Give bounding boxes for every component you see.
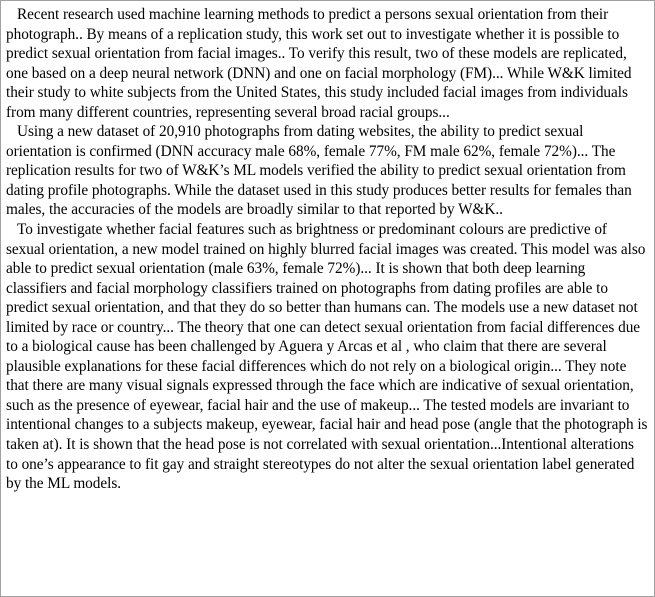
paragraph-3: To investigate whether facial features such as brightness or predominant colours are predictive of sexual orientation, a new model trained on highly blurred facial images was created. This model was also able to predict sexual orientation (male 63%, female 72%)... It is shown that both deep learning classifiers and facial morphology classifiers trained on photographs from dating profiles are able to predict sexual orientation, and that they do so better than humans can. The models use a new dataset not limited by race or country... The theory that one can detect sexual orientation from facial differences due to a biological cause has been challenged by Aguera y Arcas et al , who claim that there are several plausible explanations for these facial differences which do not rely on a biological origin... They note that there are many visual signals expressed through the face which are indicative of sexual orientation, such as the presence of eyewear, facial hair and the use of makeup... The tested models are invariant to intentional changes to a subjects makeup, eyewear, facial hair and head pose (angle that the photograph is taken at). It is shown that the head pose is not correlated with sexual orientation...Intentional alterations to one’s appearance to fit gay and straight stereotypes do not alter the sexual orientation label generated by the ML models. xyxy=(6,221,648,493)
document-text xyxy=(6,5,649,494)
paragraph-1: Recent research used machine learning methods to predict a persons sexual orientation from their photograph.. By means of a replication study, this work set out to investigate whether it is possible to predict sexual orientation from facial images.. To verify this result, two of these models are replicated, one based on a deep neural network (DNN) and one on facial morphology (FM)... While W&K limited their study to white subjects from the United States, this study included facial images from individuals from many different countries, representing several broad racial groups... xyxy=(6,6,632,121)
paragraph-2: Using a new dataset of 20,910 photographs from dating websites, the ability to predict sexual orientation is confirmed (DNN accuracy male 68%, female 77%, FM male 62%, female 72%)... The replication results for two of W&K’s ML models verified the ability to predict sexual orientation from dating profile photographs. While the dataset used in this study produces better results for females than males, the accuracies of the models are broadly similar to that reported by W&K.. xyxy=(6,123,632,219)
